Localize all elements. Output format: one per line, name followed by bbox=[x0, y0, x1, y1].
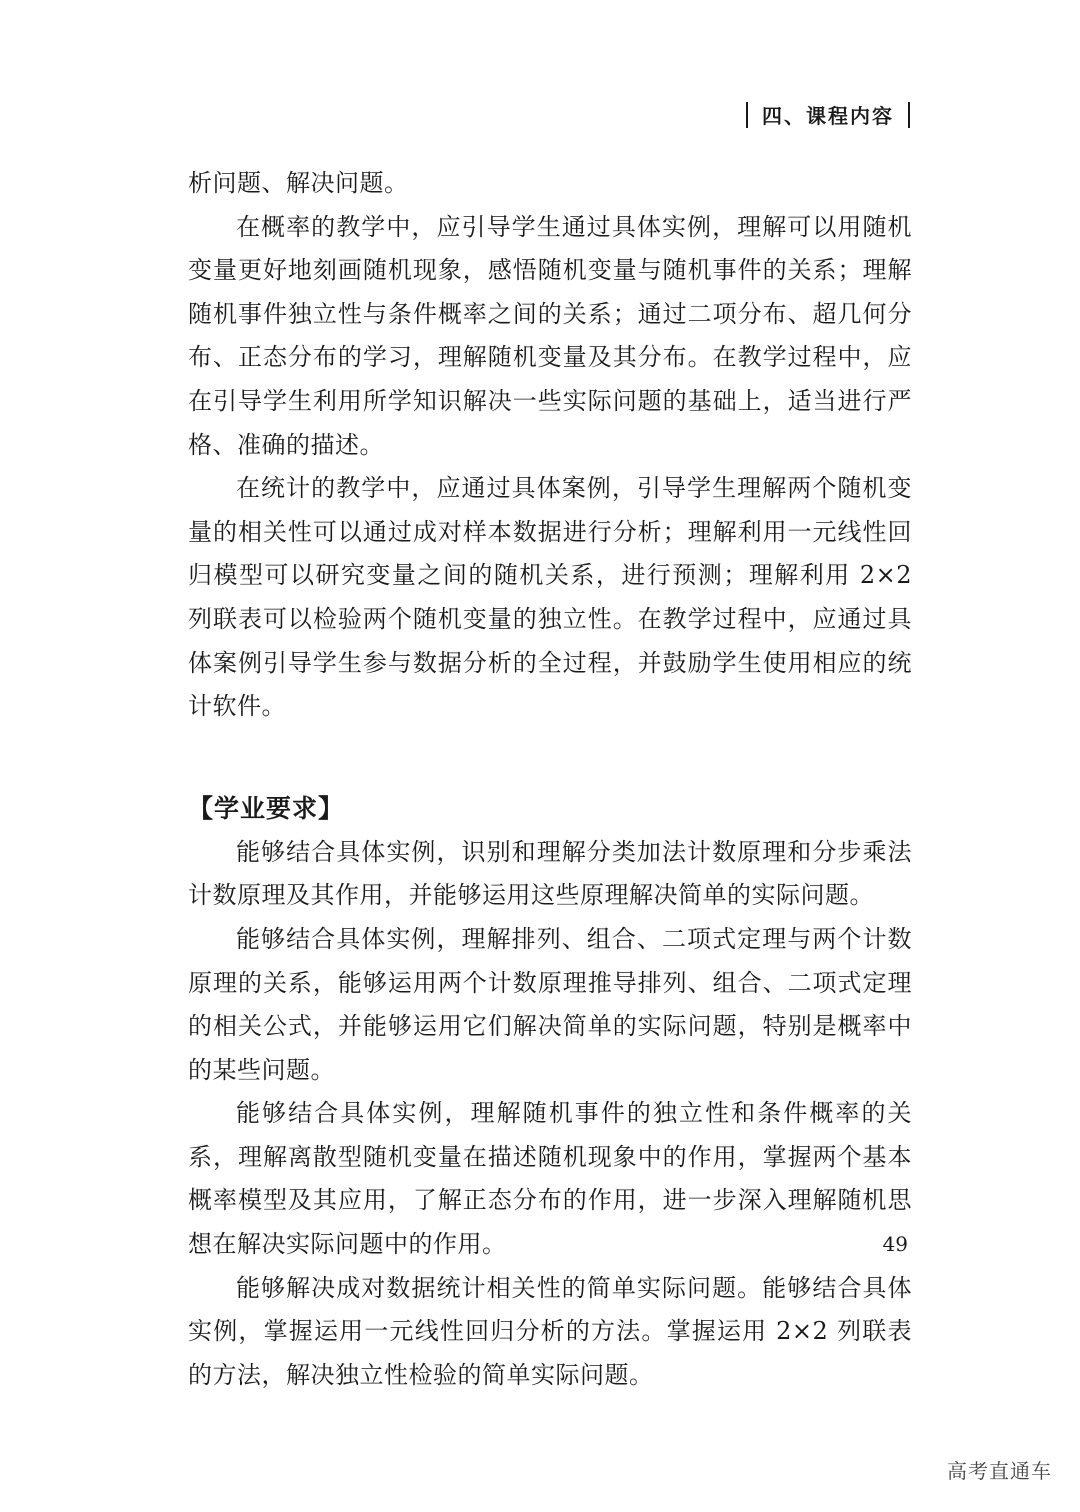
page-number: 49 bbox=[882, 1232, 908, 1256]
paragraph-requirement-counting: 能够结合具体实例，识别和理解分类加法计数原理和分步乘法计数原理及其作用，并能够运用这些原理解决简单的实际问题。 bbox=[188, 837, 912, 910]
paragraph-requirement-statistics: 能够解决成对数据统计相关性的简单实际问题。能够结合具体实例，掌握运用一元线性回归分析的方法。掌握运用 2×2 列联表的方法，解决独立性检验的简单实际问题。 bbox=[188, 1273, 912, 1389]
paragraph-probability-teaching: 在概率的教学中，应引导学生通过具体实例，理解可以用随机变量更好地刻画随机现象，感悟随机变量与随机事件的关系；理解随机事件独立性与条件概率之间的关系；通过二项分布、超几何分布、正态分布的学习，理解随机变量及其分布。在教学过程中，应在引导学生利用所学知识解决一些实际问题的基础上，适当进行严格、准确的描述。 bbox=[188, 212, 912, 459]
running-head-title: 四、课程内容 bbox=[762, 104, 894, 128]
paragraph-continuation: 析问题、解决问题。 bbox=[188, 169, 409, 197]
running-head-right-bar bbox=[908, 102, 910, 128]
paragraph-requirement-probability: 能够结合具体实例，理解随机事件的独立性和条件概率的关系，理解离散型随机变量在描述随机现象中的作用，掌握两个基本概率模型及其应用，了解正态分布的作用，进一步深入理解随机思想在解决实际问题中的作用。 bbox=[188, 1099, 912, 1259]
page-body bbox=[188, 162, 912, 1397]
section-heading-requirements: 【学业要求】 bbox=[188, 793, 345, 823]
running-head bbox=[746, 100, 910, 129]
watermark: 高考直通车 bbox=[947, 1459, 1052, 1483]
paragraph-requirement-permutation: 能够结合具体实例，理解排列、组合、二项式定理与两个计数原理的关系，能够运用两个计数原理推导排列、组合、二项式定理的相关公式，并能够运用它们解决简单的实际问题，特别是概率中的某些问题。 bbox=[188, 924, 912, 1084]
running-head-left-bar bbox=[746, 102, 748, 128]
paragraph-statistics-teaching: 在统计的教学中，应通过具体案例，引导学生理解两个随机变量的相关性可以通过成对样本数据进行分析；理解利用一元线性回归模型可以研究变量之间的随机关系，进行预测；理解利用 2×2 列联表可以检验两个随机变量的独立性。在教学过程中，应通过具体案例引导学生参与数据分析的全过程，并鼓励学生使用相应的统计软件。 bbox=[188, 474, 912, 721]
